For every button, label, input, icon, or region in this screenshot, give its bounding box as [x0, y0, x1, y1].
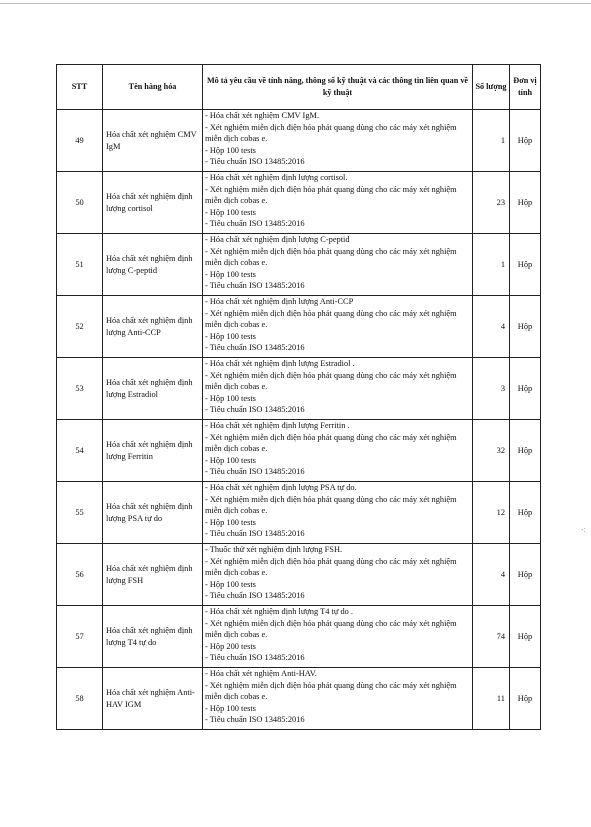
row-desc	[203, 482, 473, 544]
row-stt: 49	[57, 110, 103, 172]
row-qty: 1	[473, 110, 510, 172]
table-body	[57, 110, 541, 730]
row-name: Hóa chất xét nghiệm định lượng T4 tự do	[103, 606, 203, 668]
row-name: Hóa chất xét nghiệm định lượng Ferritin	[103, 420, 203, 482]
row-stt: 52	[57, 296, 103, 358]
desc-line: - Tiêu chuẩn ISO 13485:2016	[205, 529, 305, 539]
row-qty: 1	[473, 234, 510, 296]
header-qty: Số lượng	[473, 65, 510, 110]
desc-line: - Xét nghiệm miễn dịch điện hóa phát quang dùng cho các máy xét nghiệm miễn dịch cobas e.	[205, 370, 457, 392]
row-stt: 56	[57, 544, 103, 606]
row-unit: Hộp	[510, 234, 541, 296]
desc-line: - Hộp 100 tests	[205, 455, 256, 465]
row-qty: 12	[473, 482, 510, 544]
row-name: Hóa chất xét nghiệm định lượng Estradiol	[103, 358, 203, 420]
row-name: Hóa chất xét nghiệm định lượng cortisol	[103, 172, 203, 234]
desc-line: - Xét nghiệm miễn dịch điện hóa phát quang dùng cho các máy xét nghiệm miễn dịch cobas e.	[205, 680, 457, 702]
margin-mark: -:	[581, 527, 586, 534]
row-desc	[203, 668, 473, 730]
row-qty: 32	[473, 420, 510, 482]
desc-line: - Thuốc thử xét nghiệm định lượng FSH.	[205, 545, 343, 554]
row-stt: 50	[57, 172, 103, 234]
desc-line: - Tiêu chuẩn ISO 13485:2016	[205, 715, 305, 725]
row-name: Hóa chất xét nghiệm định lượng FSH	[103, 544, 203, 606]
row-stt: 57	[57, 606, 103, 668]
table-row	[57, 296, 541, 358]
row-desc	[203, 606, 473, 668]
table-row	[57, 110, 541, 172]
table-row	[57, 234, 541, 296]
row-desc	[203, 234, 473, 296]
header-stt: STT	[57, 65, 103, 110]
desc-line: - Tiêu chuẩn ISO 13485:2016	[205, 405, 305, 415]
desc-line: - Hóa chất xét nghiệm định lượng cortisol.	[205, 173, 348, 182]
desc-line: - Hộp 100 tests	[205, 331, 256, 341]
row-qty: 3	[473, 358, 510, 420]
goods-table	[56, 64, 541, 730]
row-name: Hóa chất xét nghiệm định lượng Anti-CCP	[103, 296, 203, 358]
desc-line: - Hộp 100 tests	[205, 207, 256, 217]
row-desc	[203, 172, 473, 234]
row-name: Hóa chất xét nghiệm định lượng C-peptid	[103, 234, 203, 296]
row-qty: 23	[473, 172, 510, 234]
header-desc: Mô tả yêu cầu về tính năng, thông số kỹ thuật và các thông tin liên quan về kỹ thuật	[203, 65, 473, 110]
desc-line: - Tiêu chuẩn ISO 13485:2016	[205, 219, 305, 229]
table-row	[57, 172, 541, 234]
desc-line: - Hóa chất xét nghiệm CMV IgM.	[205, 111, 320, 120]
desc-line: - Tiêu chuẩn ISO 13485:2016	[205, 157, 305, 167]
desc-line: - Hóa chất xét nghiệm định lượng Anti-CCP	[205, 297, 354, 306]
desc-line: - Tiêu chuẩn ISO 13485:2016	[205, 343, 305, 353]
row-stt: 53	[57, 358, 103, 420]
header-name: Tên hàng hóa	[103, 65, 203, 110]
table-row	[57, 668, 541, 730]
table-row	[57, 420, 541, 482]
page-top-border	[0, 3, 591, 4]
row-stt: 54	[57, 420, 103, 482]
desc-line: - Xét nghiệm miễn dịch điện hóa phát quang dùng cho các máy xét nghiệm miễn dịch cobas e.	[205, 184, 457, 206]
desc-line: - Xét nghiệm miễn dịch điện hóa phát quang dùng cho các máy xét nghiệm miễn dịch cobas e.	[205, 432, 457, 454]
row-unit: Hộp	[510, 110, 541, 172]
row-unit: Hộp	[510, 296, 541, 358]
desc-line: - Hóa chất xét nghiệm Anti-HAV.	[205, 669, 317, 678]
desc-line: - Hóa chất xét nghiệm định lượng Estradiol .	[205, 359, 355, 368]
table-row	[57, 606, 541, 668]
row-desc	[203, 544, 473, 606]
row-name: Hóa chất xét nghiệm CMV IgM	[103, 110, 203, 172]
row-stt: 55	[57, 482, 103, 544]
desc-line: - Hộp 100 tests	[205, 145, 256, 155]
desc-line: - Tiêu chuẩn ISO 13485:2016	[205, 653, 305, 663]
desc-line: - Hóa chất xét nghiệm định lượng PSA tự do.	[205, 483, 357, 492]
row-stt: 58	[57, 668, 103, 730]
desc-line: - Xét nghiệm miễn dịch điện hóa phát quang dùng cho các máy xét nghiệm miễn dịch cobas e.	[205, 494, 457, 516]
desc-line: - Hộp 100 tests	[205, 579, 256, 589]
desc-line: - Xét nghiệm miễn dịch điện hóa phát quang dùng cho các máy xét nghiệm miễn dịch cobas e.	[205, 122, 457, 144]
row-qty: 4	[473, 296, 510, 358]
row-stt: 51	[57, 234, 103, 296]
row-qty: 4	[473, 544, 510, 606]
desc-line: - Hộp 200 tests	[205, 641, 256, 651]
table-row	[57, 482, 541, 544]
row-desc	[203, 296, 473, 358]
desc-line: - Xét nghiệm miễn dịch điện hóa phát quang dùng cho các máy xét nghiệm miễn dịch cobas e.	[205, 308, 457, 330]
row-name: Hóa chất xét nghiệm Anti-HAV IGM	[103, 668, 203, 730]
desc-line: - Hộp 100 tests	[205, 517, 256, 527]
table-row	[57, 544, 541, 606]
desc-line: - Hóa chất xét nghiệm định lượng C-peptid	[205, 235, 350, 244]
desc-line: - Hộp 100 tests	[205, 269, 256, 279]
table-header-row	[57, 65, 541, 110]
header-unit: Đơn vị tính	[510, 65, 541, 110]
desc-line: - Tiêu chuẩn ISO 13485:2016	[205, 591, 305, 601]
desc-line: - Hộp 100 tests	[205, 703, 256, 713]
row-qty: 11	[473, 668, 510, 730]
desc-line: - Xét nghiệm miễn dịch điện hóa phát quang dùng cho các máy xét nghiệm miễn dịch cobas e.	[205, 556, 457, 578]
row-unit: Hộp	[510, 172, 541, 234]
desc-line: - Xét nghiệm miễn dịch điện hóa phát quang dùng cho các máy xét nghiệm miễn dịch cobas e.	[205, 246, 457, 268]
row-desc	[203, 358, 473, 420]
row-qty: 74	[473, 606, 510, 668]
row-name: Hóa chất xét nghiệm định lượng PSA tự do	[103, 482, 203, 544]
row-unit: Hộp	[510, 544, 541, 606]
desc-line: - Hóa chất xét nghiệm định lượng T4 tự do .	[205, 607, 354, 616]
row-unit: Hộp	[510, 668, 541, 730]
table-row	[57, 358, 541, 420]
desc-line: - Xét nghiệm miễn dịch điện hóa phát quang dùng cho các máy xét nghiệm miễn dịch cobas e.	[205, 618, 457, 640]
row-desc	[203, 420, 473, 482]
row-desc	[203, 110, 473, 172]
row-unit: Hộp	[510, 482, 541, 544]
row-unit: Hộp	[510, 420, 541, 482]
desc-line: - Hóa chất xét nghiệm định lượng Ferritin .	[205, 421, 350, 430]
row-unit: Hộp	[510, 606, 541, 668]
desc-line: - Tiêu chuẩn ISO 13485:2016	[205, 467, 305, 477]
desc-line: - Hộp 100 tests	[205, 393, 256, 403]
row-unit: Hộp	[510, 358, 541, 420]
desc-line: - Tiêu chuẩn ISO 13485:2016	[205, 281, 305, 291]
